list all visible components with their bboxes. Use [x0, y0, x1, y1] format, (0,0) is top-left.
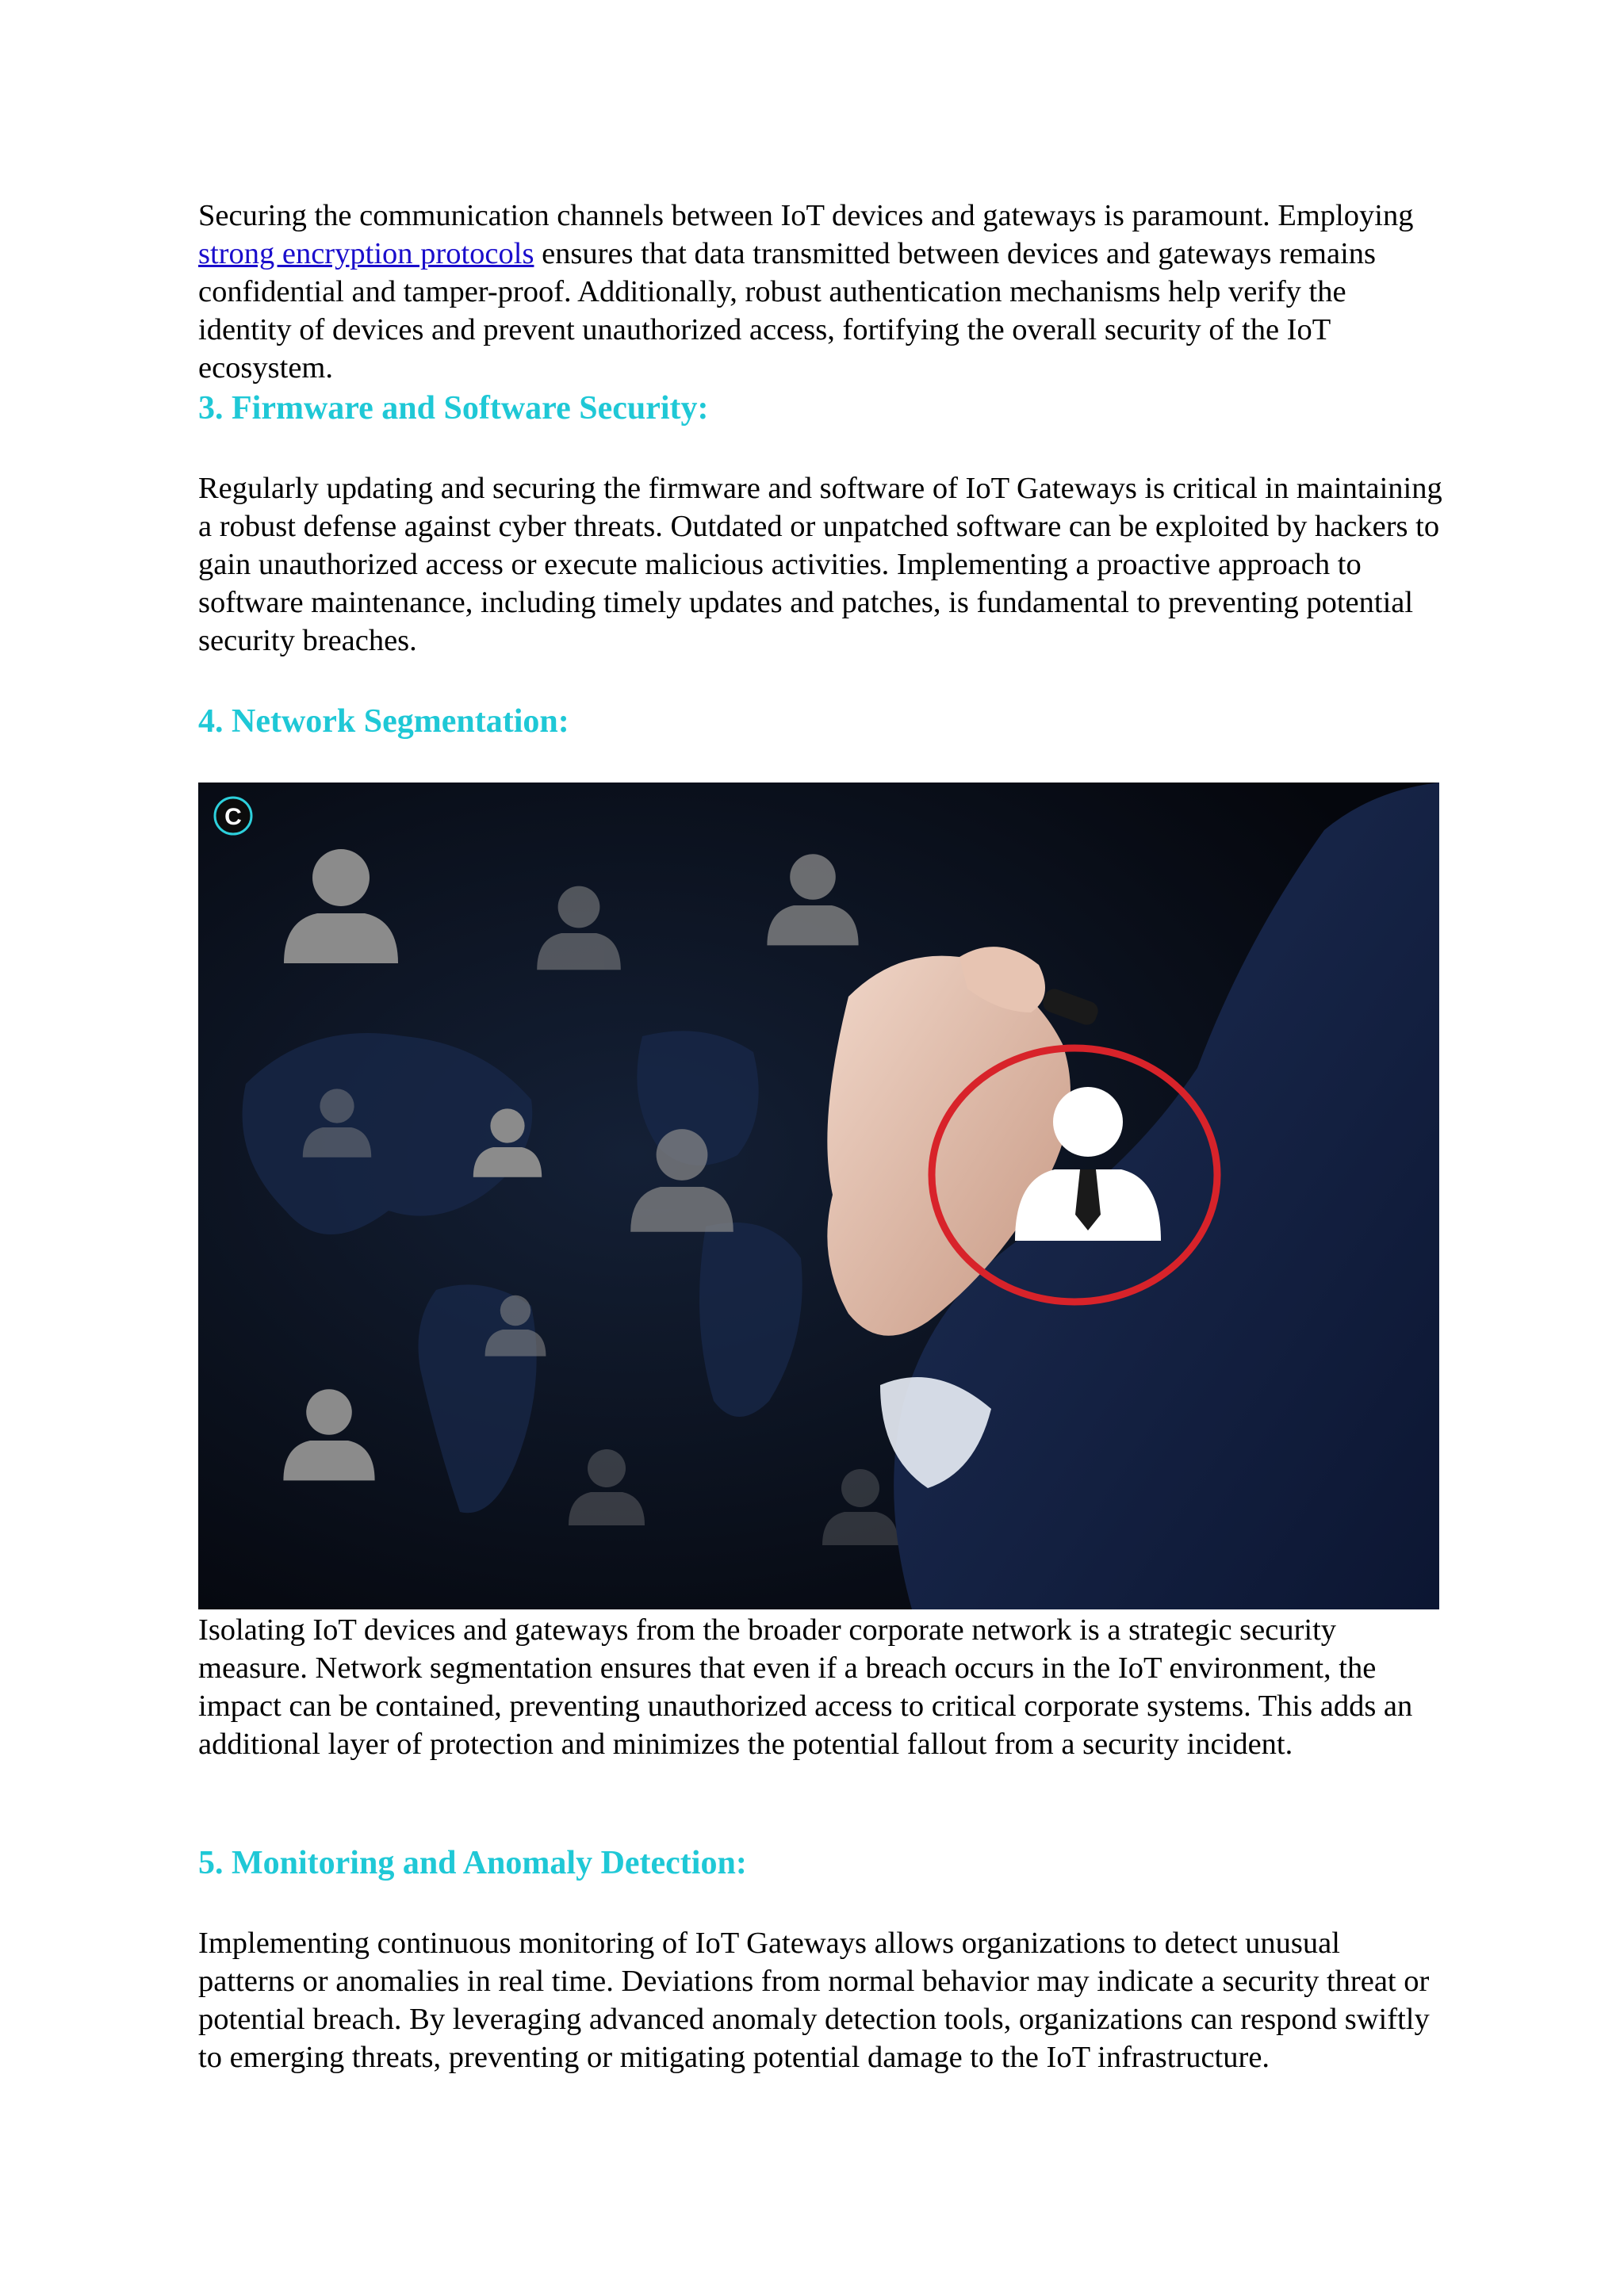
photo-illustration — [198, 783, 1439, 1609]
c-logo-icon — [215, 798, 251, 834]
section-4-heading: 4. Network Segmentation: — [198, 703, 569, 740]
section-5-heading: 5. Monitoring and Anomaly Detection: — [198, 1845, 747, 1881]
network-segmentation-photo — [198, 783, 1439, 1609]
intro-text-after-link: ensures that data transmitted between devices and gateways remains confidential and tamper-proof. Additionally, robust authentication mechanisms help verify the identity of devices and prevent unauthorized access, fortifying the overall security of the IoT ecosystem. — [198, 237, 1377, 385]
section-3-body: Regularly updating and securing the firmware and software of IoT Gateways is critical in maintaining a robust defense against cyber threats. Outdated or unpatched software can be exploited by hackers to gain unauthorized access or execute malicious activities. Implementing a proactive approach to software maintenance, including timely updates and patches, is fundamental to preventing potential security breaches. — [198, 472, 1442, 657]
section-5-body: Implementing continuous monitoring of IoT Gateways allows organizations to detect unusual patterns or anomalies in real time. Deviations from normal behavior may indicate a security threat or potential breach. By leveraging advanced anomaly detection tools, organizations can respond swiftly to emerging threats, preventing or mitigating potential damage to the IoT infrastructure. — [198, 1927, 1430, 2074]
intro-text-before-link: Securing the communication channels between IoT devices and gateways is paramount. Employing — [198, 199, 1414, 232]
section-3-heading: 3. Firmware and Software Security: — [198, 390, 709, 427]
section-4-body: Isolating IoT devices and gateways from the broader corporate network is a strategic security measure. Network segmentation ensures that even if a breach occurs in the IoT environment, the impact can be contained, preventing unauthorized access to critical corporate systems. This adds an additional layer of protection and minimizes the potential fallout from a security incident. — [198, 1613, 1413, 1761]
svg-text:C: C — [224, 804, 242, 830]
intro-paragraph — [198, 197, 1443, 387]
strong-encryption-link[interactable]: strong encryption protocols — [198, 237, 534, 270]
